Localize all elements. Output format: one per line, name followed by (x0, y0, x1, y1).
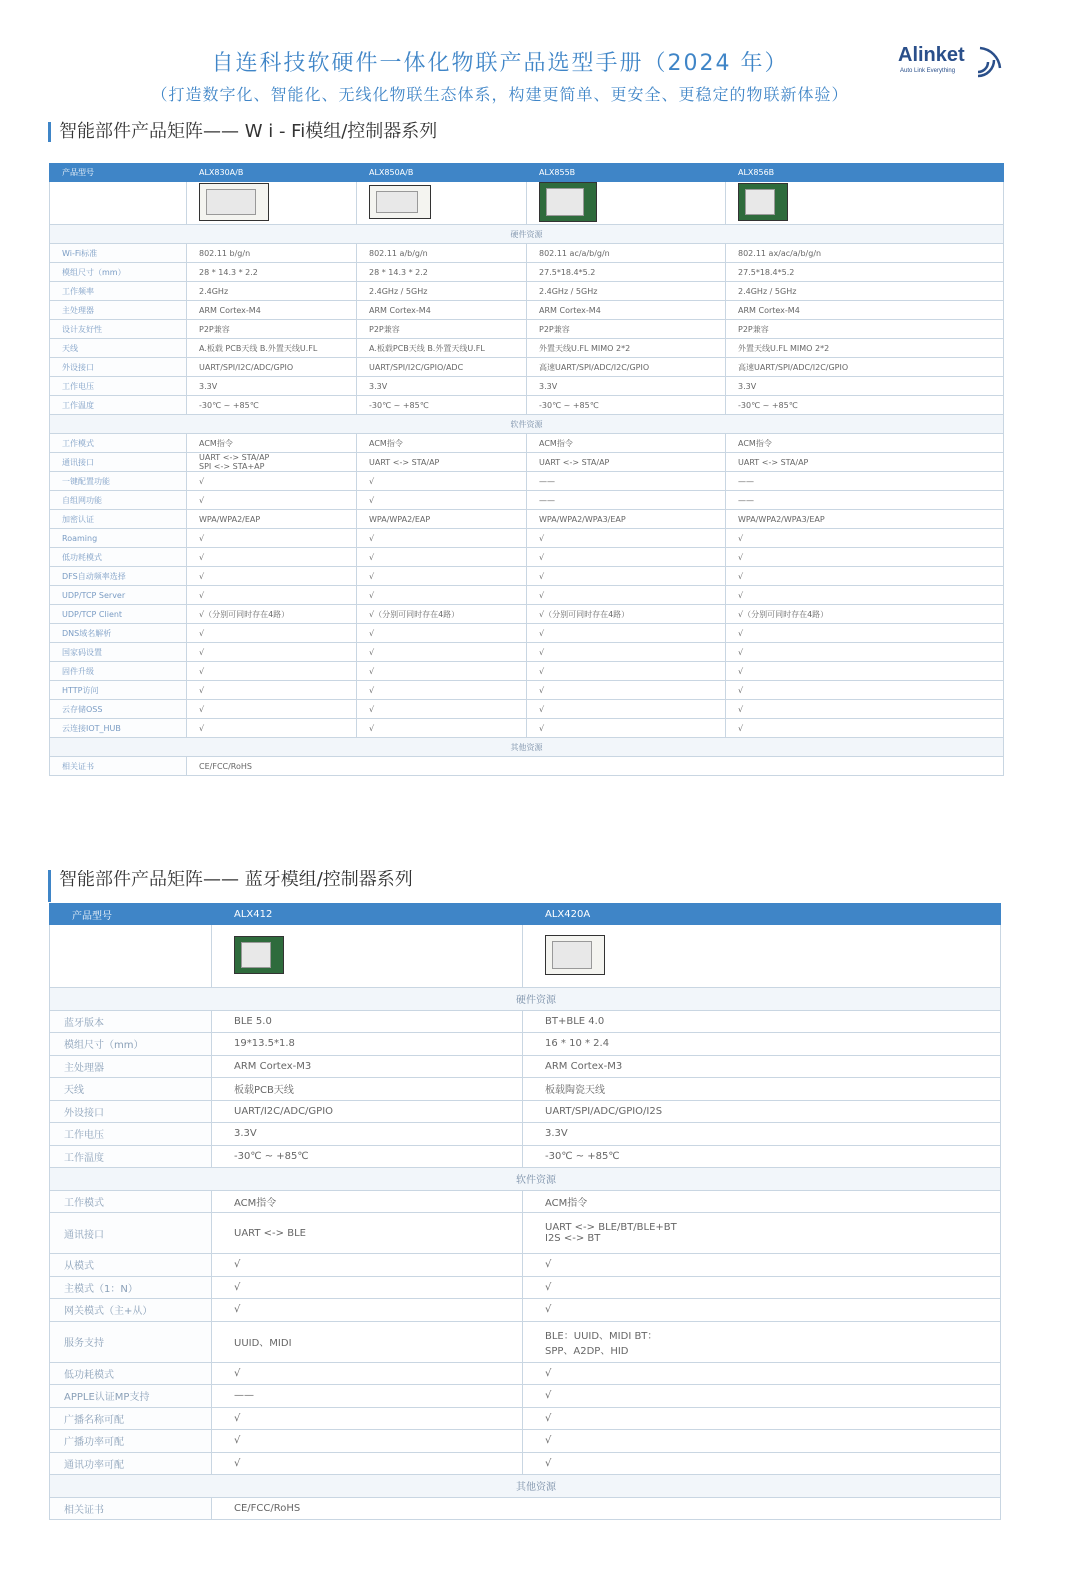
header-label: 产品型号 (50, 904, 212, 925)
spec-value: WPA/WPA2/WPA3/EAP (527, 510, 726, 529)
spec-value: √ (212, 1430, 523, 1453)
spec-value: √ (212, 1276, 523, 1299)
spec-label: 低功耗模式 (50, 1362, 212, 1385)
spec-value: ARM Cortex-M4 (527, 301, 726, 320)
spec-label: 外设接口 (50, 358, 187, 377)
spec-value: √ (726, 643, 1004, 662)
spec-label: 设计友好性 (50, 320, 187, 339)
spec-value: √ (187, 719, 357, 738)
spec-value (523, 1213, 1001, 1254)
spec-value: —— (212, 1385, 523, 1408)
spec-value: P2P兼容 (357, 320, 527, 339)
spec-value: √ (187, 548, 357, 567)
spec-value: ACM指令 (523, 1190, 1001, 1213)
wifi-waves-icon (974, 42, 1004, 78)
spec-value: -30℃ ~ +85℃ (357, 396, 527, 415)
spec-value: √ (357, 662, 527, 681)
spec-value: ACM指令 (357, 434, 527, 453)
page-subtitle: （打造数字化、智能化、无线化物联生态体系，构建更简单、更安全、更稳定的物联新体验） (151, 85, 849, 104)
spec-value: √ (527, 624, 726, 643)
spec-value: 802.11 b/g/n (187, 244, 357, 263)
spec-value: √ (357, 491, 527, 510)
spec-value: 802.11 ac/a/b/g/n (527, 244, 726, 263)
spec-value-line: BLE：UUID、MIDI BT： (545, 1330, 658, 1342)
spec-label: 天线 (50, 339, 187, 358)
section-band (50, 1475, 1001, 1498)
spec-label: 蓝牙版本 (50, 1010, 212, 1033)
spec-value: 27.5*18.4*5.2 (527, 263, 726, 282)
spec-value (187, 453, 357, 472)
spec-value: ACM指令 (187, 434, 357, 453)
bluetooth-section-title: 智能部件产品矩阵—— 蓝牙模组/控制器系列 (48, 870, 479, 902)
spec-value: √ (527, 700, 726, 719)
spec-label: 一键配置功能 (50, 472, 187, 491)
spec-row (50, 1033, 1001, 1056)
spec-value: ACM指令 (212, 1190, 523, 1213)
spec-value: √ (726, 719, 1004, 738)
logo-tagline: Auto Link Everything (900, 68, 956, 74)
section-band (50, 988, 1001, 1011)
spec-row (50, 301, 1004, 320)
spec-row (50, 1123, 1001, 1146)
model-name: ALX420A (523, 904, 1001, 925)
spec-value: √ (187, 472, 357, 491)
spec-value: √ (357, 567, 527, 586)
spec-row (50, 700, 1004, 719)
module-photo (539, 182, 597, 222)
spec-value: √ (726, 567, 1004, 586)
spec-value: √ (527, 662, 726, 681)
spec-row (50, 434, 1004, 453)
spec-value (523, 1321, 1001, 1362)
spec-label: DNS域名解析 (50, 624, 187, 643)
spec-label: APPLE认证MP支持 (50, 1385, 212, 1408)
spec-value: √ (527, 719, 726, 738)
spec-value: √ (527, 529, 726, 548)
spec-label: 工作电压 (50, 377, 187, 396)
spec-value: √（分别可同时存在4路） (357, 605, 527, 624)
spec-label: 加密认证 (50, 510, 187, 529)
spec-value: A.板载 PCB天线 B.外置天线U.FL (187, 339, 357, 358)
spec-value: √ (187, 567, 357, 586)
spec-value: √ (527, 567, 726, 586)
spec-row (50, 605, 1004, 624)
spec-value: √ (726, 681, 1004, 700)
spec-label: 工作温度 (50, 1145, 212, 1168)
spec-value-line: SPI <-> STA+AP (199, 462, 265, 471)
spec-value: √ (726, 548, 1004, 567)
spec-value: √ (187, 624, 357, 643)
spec-value: ACM指令 (527, 434, 726, 453)
image-cell (726, 182, 1004, 225)
model-name: ALX856B (726, 164, 1004, 182)
spec-label: 相关证书 (50, 1497, 212, 1520)
spec-row (50, 624, 1004, 643)
spec-value: UART <-> BLE (212, 1213, 523, 1254)
spec-row (50, 1055, 1001, 1078)
spec-value-line: SPP、A2DP、HID (545, 1345, 629, 1357)
spec-value: WPA/WPA2/EAP (357, 510, 527, 529)
spec-value: 3.3V (357, 377, 527, 396)
spec-label: 广播功率可配 (50, 1430, 212, 1453)
spec-value: -30℃ ~ +85℃ (726, 396, 1004, 415)
spec-value: -30℃ ~ +85℃ (212, 1145, 523, 1168)
spec-row (50, 757, 1004, 776)
spec-row (50, 1497, 1001, 1520)
spec-label: DFS自动频率选择 (50, 567, 187, 586)
spec-value: √（分别可同时存在4路） (726, 605, 1004, 624)
spec-value: 3.3V (527, 377, 726, 396)
spec-value: √ (523, 1430, 1001, 1453)
spec-label: 天线 (50, 1078, 212, 1101)
spec-value: 2.4GHz (187, 282, 357, 301)
spec-value: ARM Cortex-M3 (212, 1055, 523, 1078)
spec-row (50, 453, 1004, 472)
spec-value: BT+BLE 4.0 (523, 1010, 1001, 1033)
spec-value: -30℃ ~ +85℃ (527, 396, 726, 415)
spec-value: 板载PCB天线 (212, 1078, 523, 1101)
spec-value: UART/SPI/I2C/ADC/GPIO (187, 358, 357, 377)
spec-value: -30℃ ~ +85℃ (187, 396, 357, 415)
spec-value: √ (527, 681, 726, 700)
spec-value: √（分别可同时存在4路） (187, 605, 357, 624)
spec-value: UART <-> STA/AP (527, 453, 726, 472)
spec-row (50, 396, 1004, 415)
spec-value: UART/SPI/ADC/GPIO/I2S (523, 1100, 1001, 1123)
spec-label: HTTP访问 (50, 681, 187, 700)
section-band (50, 1168, 1001, 1191)
module-photo (234, 936, 284, 974)
spec-value-line: UART <-> STA/AP (199, 453, 270, 462)
spec-value: √ (523, 1452, 1001, 1475)
spec-label: 工作模式 (50, 434, 187, 453)
spec-value: WPA/WPA2/WPA3/EAP (726, 510, 1004, 529)
spec-row (50, 1078, 1001, 1101)
spec-value: √ (523, 1385, 1001, 1408)
spec-label: 云存储OSS (50, 700, 187, 719)
image-row (50, 925, 1001, 988)
spec-value: √ (527, 643, 726, 662)
table-header-row (50, 904, 1001, 925)
spec-row (50, 1321, 1001, 1362)
spec-value: 板载陶瓷天线 (523, 1078, 1001, 1101)
spec-value: 3.3V (726, 377, 1004, 396)
spec-row (50, 1145, 1001, 1168)
spec-value: P2P兼容 (527, 320, 726, 339)
spec-value: √ (523, 1254, 1001, 1277)
spec-value-line: UART <-> BLE/BT/BLE+BT (545, 1222, 677, 1233)
spec-row (50, 1362, 1001, 1385)
spec-value: 19*13.5*1.8 (212, 1033, 523, 1056)
band-software: 软件资源 (50, 415, 1004, 434)
spec-value: √ (357, 719, 527, 738)
spec-value: —— (527, 472, 726, 491)
spec-value: √ (523, 1362, 1001, 1385)
section-band (50, 225, 1004, 244)
spec-row (50, 244, 1004, 263)
image-cell (357, 182, 527, 225)
spec-value: √ (187, 681, 357, 700)
spec-label: 工作温度 (50, 396, 187, 415)
spec-value: √ (357, 681, 527, 700)
spec-value: 3.3V (212, 1123, 523, 1146)
band-hardware: 硬件资源 (50, 988, 1001, 1011)
spec-label: 相关证书 (50, 757, 187, 776)
spec-label: 云连接IOT_HUB (50, 719, 187, 738)
spec-row (50, 1452, 1001, 1475)
spec-value: √ (212, 1254, 523, 1277)
spec-value: UART/SPI/I2C/GPIO/ADC (357, 358, 527, 377)
spec-label: UDP/TCP Client (50, 605, 187, 624)
spec-value: ARM Cortex-M4 (357, 301, 527, 320)
spec-value: √ (212, 1452, 523, 1475)
spec-row (50, 1213, 1001, 1254)
spec-label: 固件升级 (50, 662, 187, 681)
spec-value: ACM指令 (726, 434, 1004, 453)
image-row-label (50, 182, 187, 225)
spec-row (50, 1430, 1001, 1453)
spec-value: -30℃ ~ +85℃ (523, 1145, 1001, 1168)
spec-value: 27.5*18.4*5.2 (726, 263, 1004, 282)
spec-value: 高速UART/SPI/ADC/I2C/GPIO (726, 358, 1004, 377)
spec-row (50, 643, 1004, 662)
brand-logo (898, 42, 1028, 82)
image-cell (212, 925, 523, 988)
spec-value: √ (357, 548, 527, 567)
spec-row (50, 719, 1004, 738)
spec-value: √ (187, 662, 357, 681)
spec-label: 自组网功能 (50, 491, 187, 510)
spec-label: Wi-Fi标准 (50, 244, 187, 263)
spec-row (50, 1010, 1001, 1033)
spec-label: 低功耗模式 (50, 548, 187, 567)
spec-value: 16 * 10 * 2.4 (523, 1033, 1001, 1056)
spec-label: 工作电压 (50, 1123, 212, 1146)
spec-value: √ (212, 1299, 523, 1322)
model-name: ALX850A/B (357, 164, 527, 182)
section-band (50, 415, 1004, 434)
spec-value: √ (726, 624, 1004, 643)
header-label: 产品型号 (50, 164, 187, 182)
spec-value: ARM Cortex-M4 (187, 301, 357, 320)
spec-row (50, 1190, 1001, 1213)
spec-row (50, 358, 1004, 377)
spec-value: 高速UART/SPI/ADC/I2C/GPIO (527, 358, 726, 377)
spec-row (50, 1276, 1001, 1299)
spec-value: √ (726, 662, 1004, 681)
spec-value: —— (527, 491, 726, 510)
spec-value: BLE 5.0 (212, 1010, 523, 1033)
spec-row (50, 681, 1004, 700)
spec-value: 2.4GHz / 5GHz (726, 282, 1004, 301)
spec-value: 外置天线U.FL MIMO 2*2 (527, 339, 726, 358)
spec-label: 外设接口 (50, 1100, 212, 1123)
band-software: 软件资源 (50, 1168, 1001, 1191)
page-title: 自连科技软硬件一体化物联产品选型手册（2024 年） (211, 51, 789, 76)
module-photo (199, 183, 269, 221)
spec-value: √ (187, 586, 357, 605)
spec-label: 通讯接口 (50, 1213, 212, 1254)
spec-value: √（分别可同时存在4路） (527, 605, 726, 624)
spec-row (50, 282, 1004, 301)
spec-row (50, 472, 1004, 491)
spec-value: A.板载PCB天线 B.外置天线U.FL (357, 339, 527, 358)
spec-value: √ (212, 1362, 523, 1385)
band-other: 其他资源 (50, 738, 1004, 757)
spec-value-line: I2S <-> BT (545, 1233, 601, 1244)
image-row (50, 182, 1004, 225)
spec-label: 通讯功率可配 (50, 1452, 212, 1475)
spec-row (50, 1385, 1001, 1408)
spec-label: 模组尺寸（mm） (50, 1033, 212, 1056)
spec-row (50, 1254, 1001, 1277)
spec-value: —— (726, 491, 1004, 510)
spec-value: 28 * 14.3 * 2.2 (187, 263, 357, 282)
spec-label: 工作模式 (50, 1190, 212, 1213)
spec-row (50, 263, 1004, 282)
spec-value: 2.4GHz / 5GHz (527, 282, 726, 301)
bluetooth-module-table (49, 903, 1001, 1520)
spec-value: √ (726, 700, 1004, 719)
spec-value: 802.11 a/b/g/n (357, 244, 527, 263)
spec-row (50, 529, 1004, 548)
spec-value: 802.11 ax/ac/a/b/g/n (726, 244, 1004, 263)
spec-value: √ (187, 643, 357, 662)
model-name: ALX855B (527, 164, 726, 182)
spec-value: √ (357, 472, 527, 491)
spec-row (50, 1407, 1001, 1430)
spec-label: 主处理器 (50, 301, 187, 320)
spec-value: √ (187, 529, 357, 548)
spec-value: WPA/WPA2/EAP (187, 510, 357, 529)
spec-value: √ (357, 700, 527, 719)
image-cell (527, 182, 726, 225)
model-name: ALX830A/B (187, 164, 357, 182)
spec-value: √ (357, 643, 527, 662)
band-hardware: 硬件资源 (50, 225, 1004, 244)
spec-value: P2P兼容 (187, 320, 357, 339)
table-header-row (50, 164, 1004, 182)
spec-value: √ (357, 624, 527, 643)
spec-value: UART <-> STA/AP (726, 453, 1004, 472)
spec-value: 28 * 14.3 * 2.2 (357, 263, 527, 282)
section-band (50, 738, 1004, 757)
spec-row (50, 586, 1004, 605)
spec-row (50, 339, 1004, 358)
wifi-section-title: 智能部件产品矩阵—— W i - Fi模组/控制器系列 (48, 122, 437, 142)
spec-value: √ (523, 1299, 1001, 1322)
spec-value: √ (523, 1407, 1001, 1430)
model-name: ALX412 (212, 904, 523, 925)
spec-value: √ (523, 1276, 1001, 1299)
spec-value: ARM Cortex-M4 (726, 301, 1004, 320)
spec-label: UDP/TCP Server (50, 586, 187, 605)
spec-value: —— (726, 472, 1004, 491)
spec-label: 主处理器 (50, 1055, 212, 1078)
spec-value: √ (187, 700, 357, 719)
logo-text: Alinket (898, 44, 965, 66)
spec-value: √ (212, 1407, 523, 1430)
spec-value: ARM Cortex-M3 (523, 1055, 1001, 1078)
module-photo (369, 185, 431, 219)
image-row-label (50, 925, 212, 988)
spec-label: 主模式（1：N） (50, 1276, 212, 1299)
module-photo (738, 183, 788, 221)
spec-value: 3.3V (187, 377, 357, 396)
spec-label: 国家码设置 (50, 643, 187, 662)
spec-label: 广播名称可配 (50, 1407, 212, 1430)
spec-row (50, 1299, 1001, 1322)
spec-value: UART <-> STA/AP (357, 453, 527, 472)
spec-value: 2.4GHz / 5GHz (357, 282, 527, 301)
module-photo (545, 935, 605, 975)
spec-value: CE/FCC/RoHS (187, 757, 1004, 776)
spec-value: UUID、MIDI (212, 1321, 523, 1362)
spec-row (50, 1100, 1001, 1123)
spec-row (50, 567, 1004, 586)
spec-row (50, 662, 1004, 681)
spec-row (50, 377, 1004, 396)
spec-value: √ (357, 586, 527, 605)
spec-value: √ (187, 491, 357, 510)
spec-value: √ (527, 586, 726, 605)
spec-value: √ (726, 586, 1004, 605)
image-cell (187, 182, 357, 225)
spec-label: Roaming (50, 529, 187, 548)
spec-value: UART/I2C/ADC/GPIO (212, 1100, 523, 1123)
spec-row (50, 491, 1004, 510)
spec-label: 通讯接口 (50, 453, 187, 472)
spec-row (50, 510, 1004, 529)
spec-label: 从模式 (50, 1254, 212, 1277)
wifi-module-table (49, 163, 1004, 776)
spec-row (50, 548, 1004, 567)
spec-label: 网关模式（主+从） (50, 1299, 212, 1322)
spec-label: 服务支持 (50, 1321, 212, 1362)
spec-row (50, 320, 1004, 339)
spec-value: P2P兼容 (726, 320, 1004, 339)
spec-label: 模组尺寸（mm） (50, 263, 187, 282)
spec-label: 工作频率 (50, 282, 187, 301)
spec-value: 外置天线U.FL MIMO 2*2 (726, 339, 1004, 358)
spec-value: 3.3V (523, 1123, 1001, 1146)
spec-value: CE/FCC/RoHS (212, 1497, 1001, 1520)
band-other: 其他资源 (50, 1475, 1001, 1498)
spec-value: √ (527, 548, 726, 567)
image-cell (523, 925, 1001, 988)
spec-value: √ (357, 529, 527, 548)
spec-value: √ (726, 529, 1004, 548)
